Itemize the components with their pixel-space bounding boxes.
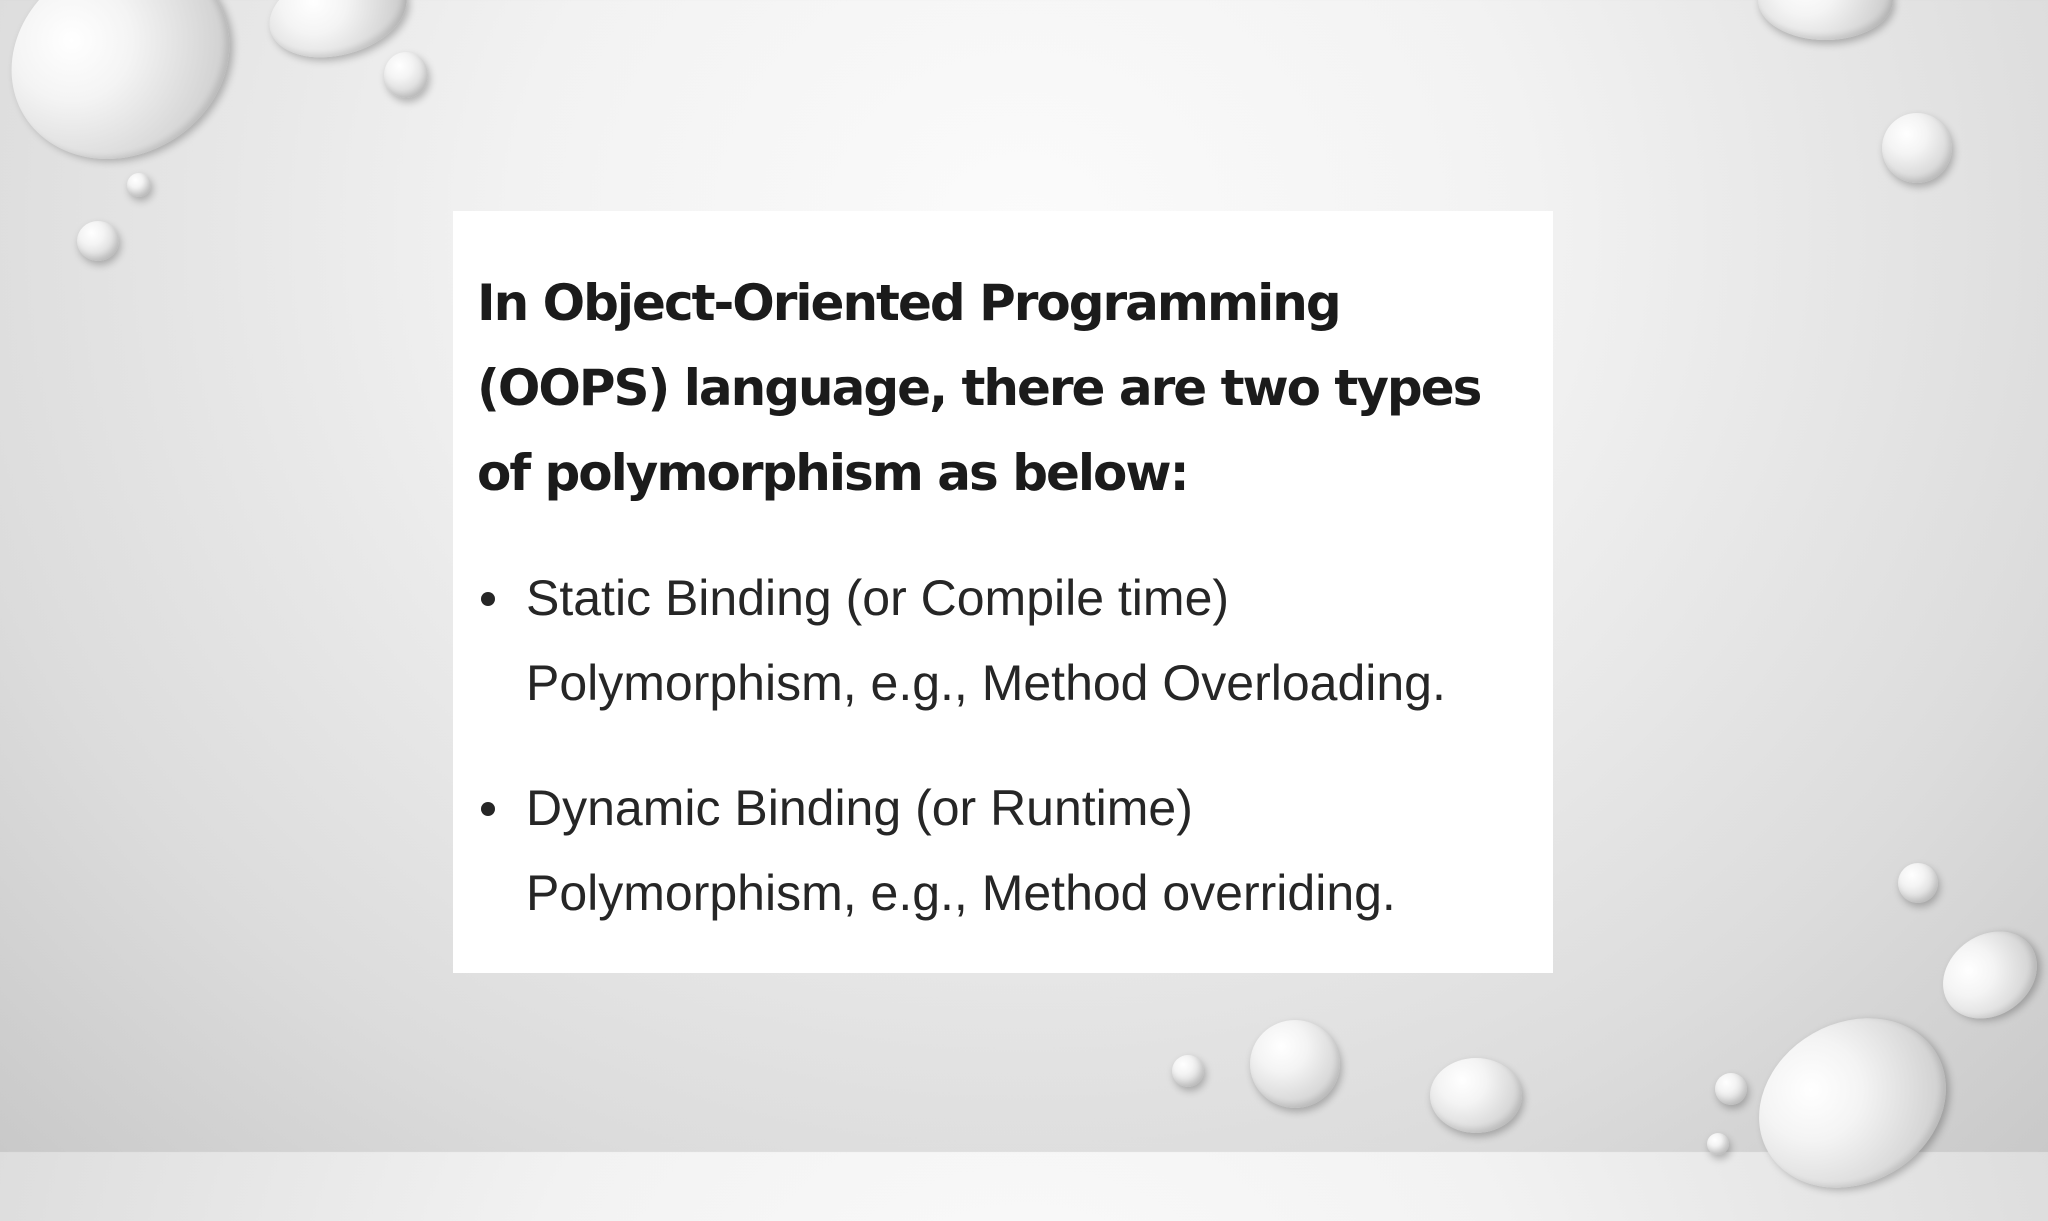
- water-droplet-icon: [127, 173, 151, 197]
- list-item: [477, 766, 1529, 936]
- water-droplet-icon: [0, 0, 267, 198]
- bullet-list: [477, 556, 1529, 936]
- bullet-icon: [481, 802, 495, 816]
- bullet-text: Dynamic Binding (or Runtime) Polymorphism, e.g., Method overriding.: [526, 780, 1396, 921]
- water-droplet-icon: [77, 221, 119, 261]
- list-item: [477, 556, 1529, 726]
- bullet-text: Static Binding (or Compile time) Polymorphism, e.g., Method Overloading.: [526, 570, 1446, 711]
- intro-text: In Object-Oriented Programming (OOPS) language, there are two types of polymorphism as below:: [477, 274, 1481, 502]
- content-card: [453, 211, 1553, 973]
- water-droplet-icon: [1728, 985, 1977, 1221]
- water-droplet-icon: [1430, 1058, 1522, 1133]
- water-droplet-icon: [1172, 1055, 1204, 1087]
- water-droplet-icon: [1882, 113, 1952, 183]
- water-droplet-icon: [1758, 0, 1893, 40]
- water-droplet-icon: [1715, 1073, 1747, 1105]
- water-droplet-icon: [1926, 914, 2048, 1037]
- water-droplet-icon: [1250, 1020, 1340, 1108]
- bullet-icon: [481, 592, 495, 606]
- water-droplet-icon: [384, 52, 428, 98]
- water-droplet-icon: [1898, 863, 1938, 903]
